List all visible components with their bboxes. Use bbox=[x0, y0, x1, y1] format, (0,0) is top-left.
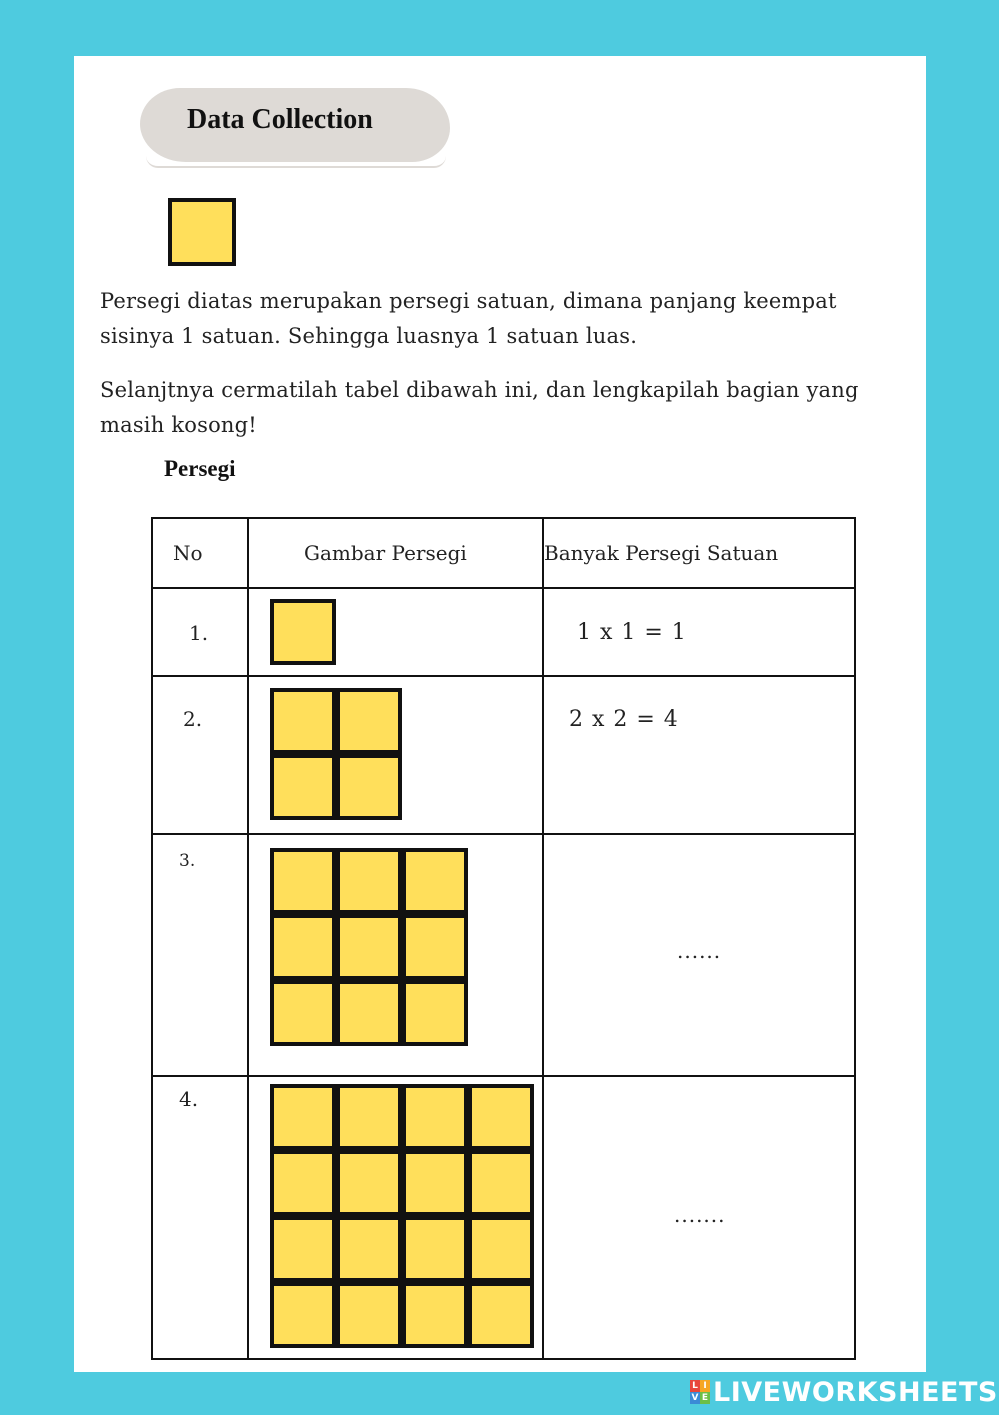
intro-paragraph-2: Selanjtnya cermatilah tabel dibawah ini, dan lengkapilah bagian yang masih kosong! bbox=[100, 378, 859, 437]
unit-square bbox=[336, 1216, 402, 1282]
section-label: Persegi bbox=[164, 456, 236, 481]
unit-square bbox=[336, 980, 402, 1046]
row-number: 2. bbox=[183, 707, 203, 731]
unit-square bbox=[468, 1282, 534, 1348]
row-number: 3. bbox=[179, 851, 196, 871]
unit-square bbox=[468, 1216, 534, 1282]
unit-square bbox=[336, 688, 402, 754]
table-header-row bbox=[152, 518, 855, 588]
unit-square bbox=[336, 848, 402, 914]
unit-square bbox=[270, 1216, 336, 1282]
square-data-table bbox=[151, 517, 856, 1360]
header-banyak-persegi-satuan: Banyak Persegi Satuan bbox=[543, 518, 855, 588]
brand-name: LIVEWORKSHEETS bbox=[713, 1376, 998, 1408]
intro-paragraph-1: Persegi diatas merupakan persegi satuan, dimana panjang keempat sisinya 1 satuan. Sehingga luasnya 1 satuan luas. bbox=[100, 289, 837, 348]
unit-square bbox=[270, 980, 336, 1046]
header-no: No bbox=[152, 518, 248, 588]
unit-square bbox=[402, 848, 468, 914]
unit-square bbox=[270, 1084, 336, 1150]
answer-cell bbox=[543, 588, 855, 676]
unit-square bbox=[402, 1150, 468, 1216]
unit-square bbox=[336, 754, 402, 820]
unit-square bbox=[468, 1150, 534, 1216]
answer-cell bbox=[543, 676, 855, 834]
unit-square bbox=[402, 1216, 468, 1282]
table-row bbox=[152, 1076, 855, 1359]
unit-square bbox=[402, 980, 468, 1046]
row-number-cell bbox=[152, 588, 248, 676]
unit-square bbox=[270, 914, 336, 980]
page-title: Data Collection bbox=[187, 104, 373, 135]
unit-square bbox=[402, 914, 468, 980]
square-picture-cell bbox=[248, 834, 543, 1076]
square-picture-cell bbox=[248, 588, 543, 676]
liveworksheets-logo-icon: L I V E bbox=[691, 1381, 709, 1403]
unit-square bbox=[270, 848, 336, 914]
unit-square bbox=[336, 1084, 402, 1150]
row-number: 1. bbox=[189, 621, 209, 645]
answer-text: 1 x 1 = 1 bbox=[577, 620, 687, 645]
unit-square bbox=[336, 914, 402, 980]
row-number-cell bbox=[152, 676, 248, 834]
answer-blank[interactable]: ....... bbox=[674, 1203, 726, 1227]
unit-square bbox=[402, 1084, 468, 1150]
unit-square bbox=[468, 1084, 534, 1150]
table-row bbox=[152, 676, 855, 834]
table-row bbox=[152, 588, 855, 676]
header-gambar-persegi: Gambar Persegi bbox=[248, 518, 543, 588]
row-number-cell bbox=[152, 1076, 248, 1359]
unit-square-illustration bbox=[168, 198, 236, 266]
square-picture-cell bbox=[248, 1076, 543, 1359]
unit-square bbox=[270, 1150, 336, 1216]
row-number: 4. bbox=[179, 1087, 199, 1111]
unit-square bbox=[336, 1282, 402, 1348]
answer-cell bbox=[543, 1076, 855, 1359]
liveworksheets-logo[interactable] bbox=[690, 1377, 998, 1407]
unit-square bbox=[270, 599, 336, 665]
square-picture-cell bbox=[248, 676, 543, 834]
table-row bbox=[152, 834, 855, 1076]
answer-text: 2 x 2 = 4 bbox=[569, 707, 679, 732]
unit-square bbox=[402, 1282, 468, 1348]
unit-square bbox=[270, 688, 336, 754]
unit-square bbox=[336, 1150, 402, 1216]
answer-blank[interactable]: ...... bbox=[677, 939, 722, 963]
unit-square bbox=[270, 754, 336, 820]
unit-square bbox=[270, 1282, 336, 1348]
answer-cell bbox=[543, 834, 855, 1076]
row-number-cell bbox=[152, 834, 248, 1076]
